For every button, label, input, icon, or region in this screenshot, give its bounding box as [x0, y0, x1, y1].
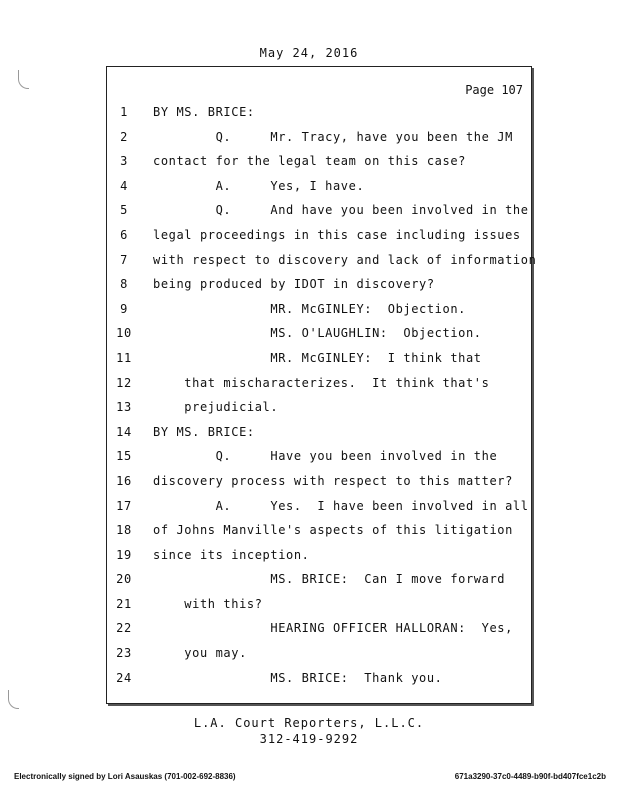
line-number: 10 [116, 326, 132, 341]
line-number: 6 [120, 227, 128, 242]
transcript-line [107, 203, 531, 228]
line-text: you may. [153, 646, 247, 661]
court-reporter-phone: 312-419-9292 [259, 732, 359, 746]
line-text: A. Yes. I have been involved in all [153, 498, 529, 513]
line-text: BY MS. BRICE: [153, 424, 255, 439]
line-text: being produced by IDOT in discovery? [153, 277, 435, 292]
transcript-line [107, 376, 531, 401]
line-number: 8 [120, 277, 128, 292]
line-text: contact for the legal team on this case? [153, 154, 466, 169]
line-text: MR. McGINLEY: I think that [153, 350, 482, 365]
line-text: with respect to discovery and lack of information [153, 252, 537, 267]
line-number: 15 [116, 449, 132, 464]
transcript-lines [107, 105, 537, 695]
line-number: 1 [120, 105, 128, 119]
line-text: legal proceedings in this case including issues [153, 227, 521, 242]
line-text: MR. McGINLEY: Objection. [153, 301, 466, 316]
transcript-line [107, 277, 531, 302]
line-number: 17 [116, 498, 132, 513]
transcript-line [107, 130, 531, 155]
line-number: 18 [116, 523, 132, 538]
scan-artifact [8, 690, 19, 709]
transcript-line [107, 523, 531, 548]
line-number: 24 [116, 670, 132, 685]
electronic-signature-note: Electronically signed by Lori Asauskas (701-002-692-8836) [14, 772, 236, 781]
transcript-line [107, 621, 531, 646]
transcript-line [107, 351, 531, 376]
document-hash: 671a3290-37c0-4489-b90f-bd407fce1c2b [454, 772, 606, 781]
line-text: discovery process with respect to this matter? [153, 473, 513, 488]
line-text: MS. O'LAUGHLIN: Objection. [153, 326, 482, 341]
transcript-line [107, 646, 531, 671]
transcript-line [107, 326, 531, 351]
transcript-line [107, 499, 531, 524]
line-text: with this? [153, 596, 263, 611]
line-number: 7 [120, 252, 128, 267]
line-number: 12 [116, 375, 132, 390]
line-text: Q. Have you been involved in the [153, 449, 498, 464]
transcript-line [107, 302, 531, 327]
line-number: 3 [120, 154, 128, 169]
transcript-line [107, 572, 531, 597]
line-number: 9 [120, 301, 128, 316]
line-number: 22 [116, 621, 132, 636]
transcript-line [107, 252, 537, 278]
line-number: 20 [116, 572, 132, 587]
scan-artifact [18, 70, 29, 89]
transcript-line [107, 548, 531, 573]
line-text: MS. BRICE: Can I move forward [153, 572, 506, 587]
line-number: 2 [120, 129, 128, 144]
line-text: that mischaracterizes. It think that's [153, 375, 490, 390]
line-text: MS. BRICE: Thank you. [153, 670, 443, 685]
line-text: since its inception. [153, 547, 310, 562]
transcript-line [107, 105, 531, 130]
transcript-line [107, 597, 531, 622]
transcript-line [107, 671, 531, 696]
transcript-page [106, 66, 537, 704]
line-number: 16 [116, 473, 132, 488]
line-number: 14 [116, 424, 132, 439]
line-text: BY MS. BRICE: [153, 105, 255, 119]
line-number: 13 [116, 400, 132, 415]
transcript-date: May 24, 2016 [259, 46, 359, 60]
transcript-line [107, 425, 531, 450]
line-text: Q. Mr. Tracy, have you been the JM [153, 129, 513, 144]
court-reporter-name: L.A. Court Reporters, L.L.C. [193, 716, 425, 730]
transcript-line [107, 449, 531, 474]
transcript-line [107, 400, 531, 425]
line-number: 4 [120, 178, 128, 193]
line-text: A. Yes, I have. [153, 178, 365, 193]
line-number: 11 [116, 350, 132, 365]
transcript-line [107, 179, 531, 204]
line-text: of Johns Manville's aspects of this litigation [153, 523, 513, 538]
line-number: 19 [116, 547, 132, 562]
page-number: Page 107 [465, 83, 523, 97]
line-number: 5 [120, 203, 128, 218]
line-number: 21 [116, 596, 132, 611]
transcript-line [107, 474, 531, 499]
transcript-line [107, 154, 531, 179]
transcript-line [107, 228, 531, 253]
line-text: prejudicial. [153, 400, 279, 415]
line-number: 23 [116, 646, 132, 661]
line-text: Q. And have you been involved in the [153, 203, 529, 218]
line-text: HEARING OFFICER HALLORAN: Yes, [153, 621, 513, 636]
